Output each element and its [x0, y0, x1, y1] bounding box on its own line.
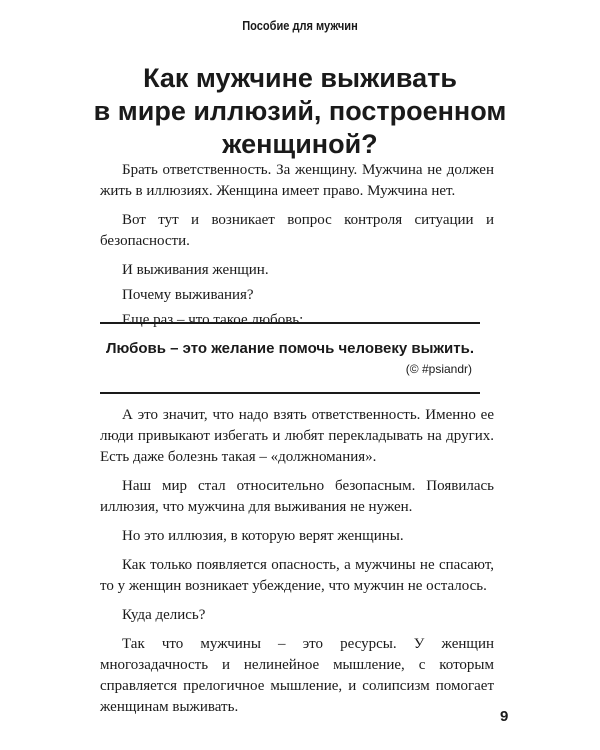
paragraph: И выживания женщин.	[122, 262, 269, 278]
paragraph: Почему выживания?	[122, 287, 254, 303]
section-2-text	[100, 405, 494, 726]
paragraph: Так что мужчины – это ресурсы. У женщин многозадачность и нелинейное мышление, с которым справляется прелогичное мышление, и солипсизм помогает женщинам выживать.	[100, 636, 494, 715]
chapter-title	[60, 62, 540, 161]
paragraph: Брать ответственность. За женщину. Мужчина не должен жить в иллюзиях. Женщина имеет право. Мужчина нет.	[100, 162, 494, 199]
running-header: Пособие для мужчин	[242, 18, 358, 33]
paragraph: Наш мир стал относительно безопасным. Появилась иллюзия, что мужчина для выживания не нужен.	[100, 478, 494, 515]
paragraph: А это значит, что надо взять ответственность. Именно ее люди привыкают избегать и любят перекладывать на других. Есть даже болезнь такая – «должномания».	[100, 407, 494, 465]
epigraph-quote-block	[100, 322, 480, 394]
paragraph: Куда делись?	[122, 607, 206, 623]
paragraph: Вот тут и возникает вопрос контроля ситуации и безопасности.	[100, 212, 494, 249]
chapter-title-line: Как мужчине выживать	[143, 63, 457, 93]
paragraph: Как только появляется опасность, а мужчины не спасают, то у женщин возникает убеждение, что мужчин не осталось.	[100, 557, 494, 594]
quote-attribution: (© #psiandr)	[405, 362, 472, 376]
chapter-title-line: женщиной?	[222, 129, 378, 159]
chapter-title-line: в мире иллюзий, построенном	[93, 96, 507, 126]
paragraph: Но это иллюзия, в которую верят женщины.	[122, 528, 404, 544]
quote-text: Любовь – это желание помочь человеку выжить.	[105, 340, 475, 357]
paragraph: Еще раз – что такое любовь:	[122, 312, 304, 328]
page-number: 9	[500, 708, 509, 725]
section-1-text	[100, 160, 494, 335]
